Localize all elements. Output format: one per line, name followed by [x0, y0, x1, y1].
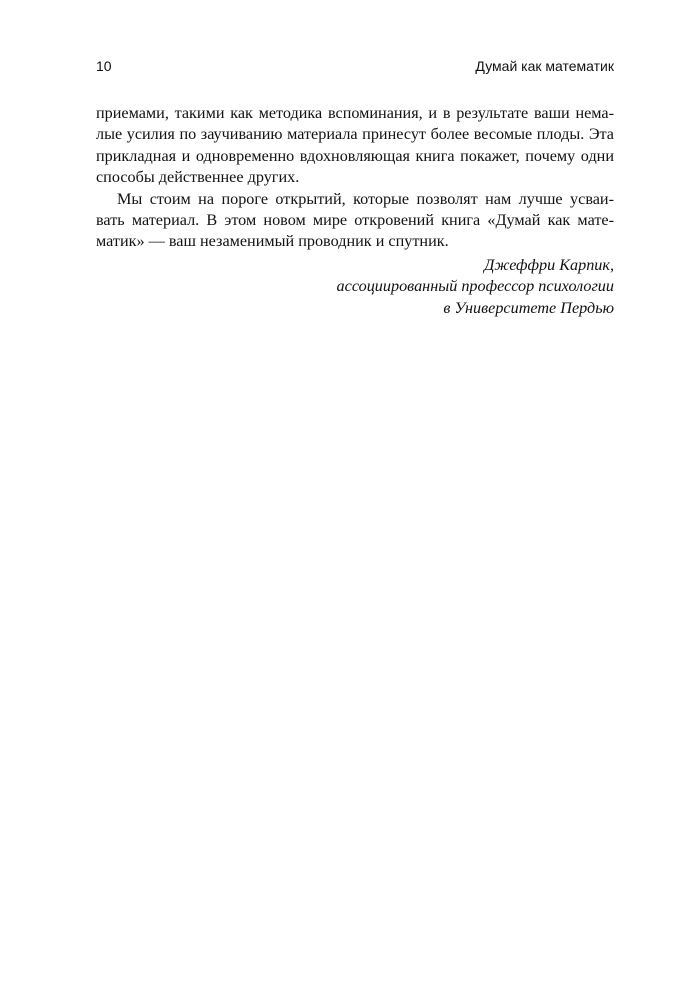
signature-affiliation: в Университете Пердью — [443, 298, 614, 317]
text-line: способы действеннее других. — [96, 168, 300, 187]
page-number: 10 — [96, 58, 112, 74]
signature-name: Джеффри Карпик, — [484, 256, 614, 274]
text-line: лые усилия по заучиванию материала принесут более весомые плоды. Эта — [96, 125, 614, 144]
paragraph — [96, 189, 614, 253]
text-line: Мы стоим на пороге открытий, которые позволят нам лучше усваи- — [117, 189, 614, 208]
body-text — [96, 103, 614, 253]
running-header — [96, 58, 614, 78]
text-line: вать материал. В этом новом мире откровений книга «Думай как мате- — [96, 211, 614, 230]
signature-position: ассоциированный профессор психологии — [336, 277, 614, 296]
text-line: прикладная и одновременно вдохновляющая книга покажет, почему одни — [96, 146, 614, 165]
text-line: матик» — ваш незаменимый проводник и спутник. — [96, 232, 449, 251]
text-line: приемами, такими как методика вспоминания, и в результате ваши нема- — [96, 104, 614, 122]
signature-block — [96, 255, 614, 319]
paragraph — [96, 103, 614, 189]
running-book-title: Думай как математик — [475, 58, 614, 74]
